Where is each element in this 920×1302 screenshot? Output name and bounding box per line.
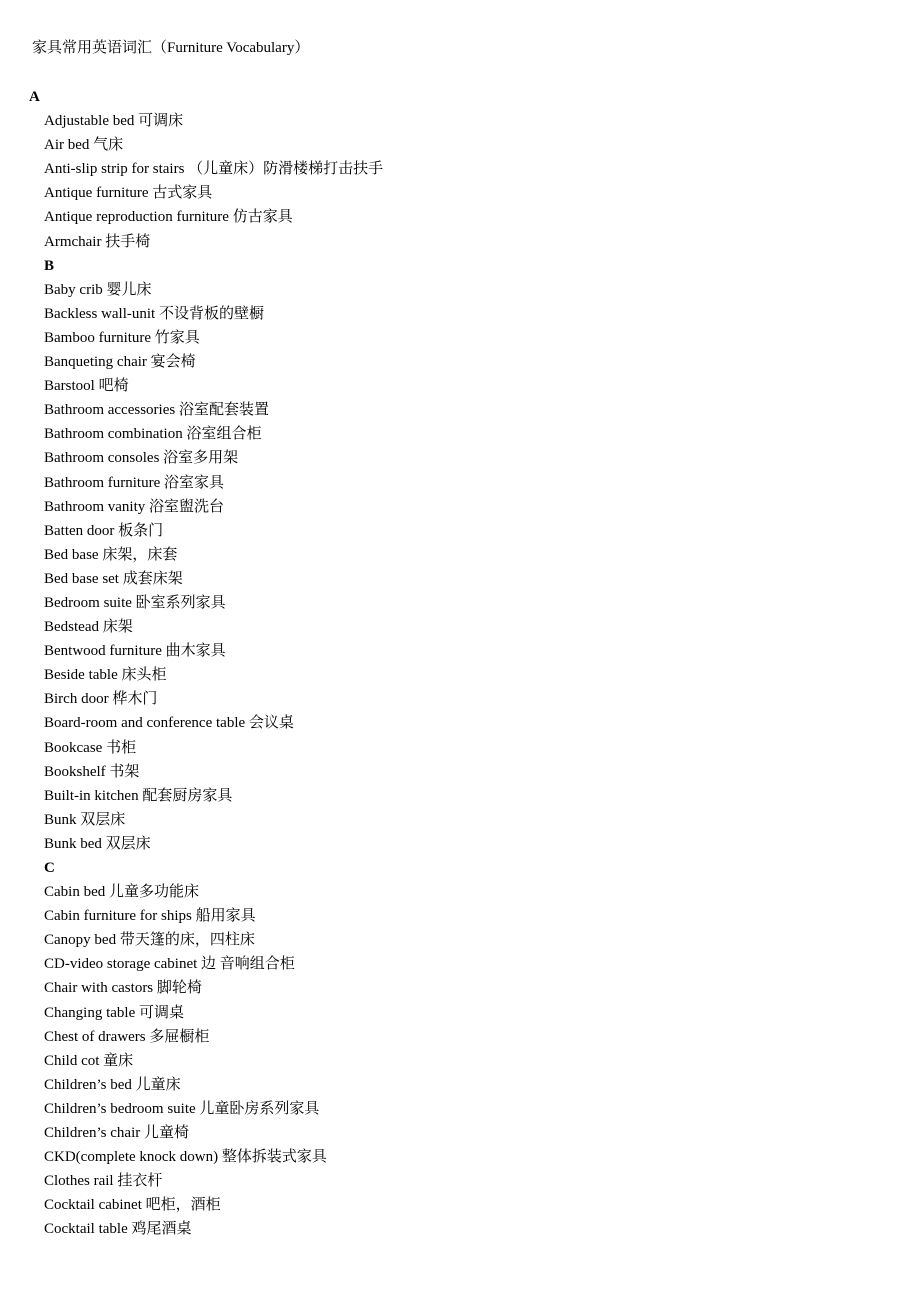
section-letter-b: B	[44, 257, 55, 274]
vocabulary-entry: Bookshelf 书架	[44, 763, 140, 780]
vocabulary-entry: Bed base 床架，床套	[44, 546, 178, 563]
vocabulary-entry: Children’s bedroom suite 儿童卧房系列家具	[44, 1100, 320, 1117]
section-letter-a: A	[29, 89, 40, 105]
vocabulary-entry: Cabin furniture for ships 船用家具	[44, 908, 256, 925]
vocabulary-entry: Chair with castors 脚轮椅	[44, 980, 202, 997]
vocabulary-entry: Beside table 床头柜	[44, 667, 167, 684]
vocabulary-entry: Antique reproduction furniture 仿古家具	[44, 209, 293, 226]
vocabulary-entry: Armchair 扶手椅	[44, 233, 151, 250]
vocabulary-entry: Board-room and conference table 会议桌	[44, 715, 294, 732]
vocabulary-entry: Cocktail cabinet 吧柜，酒柜	[44, 1197, 221, 1214]
vocabulary-entry: Birch door 桦木门	[44, 691, 158, 708]
vocabulary-entry: Children’s bed 儿童床	[44, 1076, 181, 1093]
vocabulary-entry: Bunk 双层床	[44, 811, 126, 828]
vocabulary-list	[0, 85, 920, 1242]
vocabulary-entry: Bed base set 成套床架	[44, 570, 183, 587]
vocabulary-entry: Cabin bed 儿童多功能床	[44, 884, 199, 901]
vocabulary-entry: Bedroom suite 卧室系列家具	[44, 594, 226, 611]
vocabulary-entry: Bathroom combination 浴室组合柜	[44, 426, 262, 443]
vocabulary-entry: Adjustable bed 可调床	[44, 113, 184, 130]
vocabulary-entry: Cocktail table 鸡尾酒桌	[44, 1221, 192, 1238]
vocabulary-entry: Backless wall-unit 不设背板的壁橱	[44, 305, 264, 322]
vocabulary-entry: Bunk bed 双层床	[44, 835, 151, 852]
section-letter-c: C	[44, 860, 55, 876]
vocabulary-entry: Children’s chair 儿童椅	[44, 1125, 189, 1142]
vocabulary-entry: Chest of drawers 多屉橱柜	[44, 1028, 210, 1045]
vocabulary-entry: Bentwood furniture 曲木家具	[44, 643, 226, 660]
vocabulary-entry: Baby crib 婴儿床	[44, 281, 152, 298]
vocabulary-entry: Clothes rail 挂衣杆	[44, 1173, 163, 1190]
vocabulary-entry: Changing table 可调桌	[44, 1004, 184, 1021]
vocabulary-entry: Bamboo furniture 竹家具	[44, 329, 200, 346]
vocabulary-entry: Bathroom vanity 浴室盥洗台	[44, 498, 224, 515]
vocabulary-entry: Bathroom furniture 浴室家具	[44, 474, 224, 491]
vocabulary-entry: Air bed 气床	[44, 137, 124, 154]
vocabulary-entry: Bedstead 床架	[44, 619, 133, 636]
vocabulary-entry: CKD(complete knock down) 整体拆装式家具	[44, 1149, 327, 1166]
vocabulary-entry: Anti-slip strip for stairs （儿童床）防滑楼梯打击扶手	[44, 161, 384, 178]
document-title: 家具常用英语词汇（Furniture Vocabulary）	[32, 40, 310, 56]
vocabulary-entry: Canopy bed 带天篷的床，四柱床	[44, 932, 255, 949]
vocabulary-entry: CD-video storage cabinet 边 音响组合柜	[44, 956, 295, 973]
vocabulary-entry: Antique furniture 古式家具	[44, 185, 213, 202]
vocabulary-entry: Barstool 吧椅	[44, 378, 129, 395]
vocabulary-entry: Child cot 童床	[44, 1052, 134, 1069]
vocabulary-entry: Built-in kitchen 配套厨房家具	[44, 787, 233, 804]
vocabulary-entry: Bathroom consoles 浴室多用架	[44, 450, 239, 467]
vocabulary-entry: Bookcase 书柜	[44, 739, 137, 756]
vocabulary-entry: Banqueting chair 宴会椅	[44, 354, 196, 371]
vocabulary-entry: Batten door 板条门	[44, 522, 164, 539]
vocabulary-entry: Bathroom accessories 浴室配套装置	[44, 402, 269, 419]
